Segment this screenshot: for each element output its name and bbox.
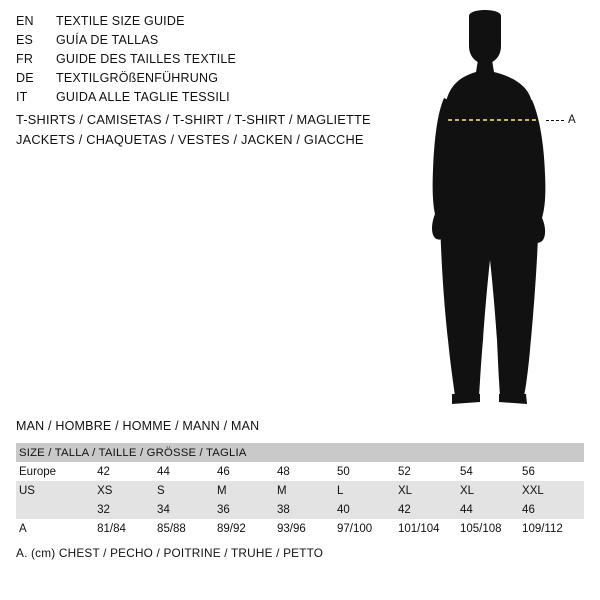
language-row xyxy=(16,71,376,90)
table-cell: 48 xyxy=(277,462,337,481)
male-figure-illustration xyxy=(400,10,600,410)
table-cell: XS xyxy=(97,481,157,500)
table-title: MAN / HOMBRE / HOMME / MANN / MAN xyxy=(16,419,260,433)
language-code: FR xyxy=(16,52,34,66)
language-row xyxy=(16,90,376,109)
table-cell: 42 xyxy=(97,462,157,481)
size-table xyxy=(16,443,584,538)
table-cell: 46 xyxy=(522,500,584,519)
language-code: IT xyxy=(16,90,28,104)
table-cell: 93/96 xyxy=(277,519,337,538)
table-cell: 85/88 xyxy=(157,519,217,538)
table-row xyxy=(16,462,584,481)
male-silhouette-icon xyxy=(400,10,600,410)
language-text: GUÍA DE TALLAS xyxy=(56,33,159,47)
table-cell: M xyxy=(217,481,277,500)
language-guide-block xyxy=(16,14,376,109)
footnote: A. (cm) CHEST / PECHO / POITRINE / TRUHE / PETTO xyxy=(16,546,324,560)
language-code: ES xyxy=(16,33,34,47)
table-cell: 97/100 xyxy=(337,519,398,538)
table-cell: 32 xyxy=(97,500,157,519)
table-row xyxy=(16,519,584,538)
language-row xyxy=(16,33,376,52)
table-cell: 105/108 xyxy=(460,519,522,538)
table-cell: 50 xyxy=(337,462,398,481)
table-cell: S xyxy=(157,481,217,500)
language-row xyxy=(16,14,376,33)
table-cell: 81/84 xyxy=(97,519,157,538)
language-text: TEXTILGRÖßENFÜHRUNG xyxy=(56,71,219,85)
table-cell: 54 xyxy=(460,462,522,481)
table-cell: 101/104 xyxy=(398,519,460,538)
table-cell: 44 xyxy=(157,462,217,481)
table-row xyxy=(16,500,584,519)
category-block xyxy=(16,110,436,150)
row-label: A xyxy=(16,519,97,538)
language-text: GUIDA ALLE TAGLIE TESSILI xyxy=(56,90,230,104)
measure-label-a: A xyxy=(568,114,576,126)
language-code: EN xyxy=(16,14,34,28)
category-tshirts: T-SHIRTS / CAMISETAS / T-SHIRT / T-SHIRT / MAGLIETTE xyxy=(16,112,371,127)
table-cell: XL xyxy=(398,481,460,500)
row-label: US xyxy=(16,481,97,500)
table-row xyxy=(16,481,584,500)
table-cell: XXL xyxy=(522,481,584,500)
table-cell: 38 xyxy=(277,500,337,519)
measure-leader-line xyxy=(546,120,564,121)
table-cell: 44 xyxy=(460,500,522,519)
table-cell: 40 xyxy=(337,500,398,519)
language-code: DE xyxy=(16,71,34,85)
table-cell: 109/112 xyxy=(522,519,584,538)
table-cell: 36 xyxy=(217,500,277,519)
language-row xyxy=(16,52,376,71)
table-cell: M xyxy=(277,481,337,500)
table-header-row xyxy=(16,443,584,462)
language-text: TEXTILE SIZE GUIDE xyxy=(56,14,185,28)
row-label: Europe xyxy=(16,462,97,481)
table-cell: 56 xyxy=(522,462,584,481)
table-cell: 89/92 xyxy=(217,519,277,538)
table-cell: L xyxy=(337,481,398,500)
language-text: GUIDE DES TAILLES TEXTILE xyxy=(56,52,237,66)
table-cell: 46 xyxy=(217,462,277,481)
table-header-label: SIZE / TALLA / TAILLE / GRÖSSE / TAGLIA xyxy=(16,443,584,462)
table-cell: XL xyxy=(460,481,522,500)
row-label xyxy=(16,500,97,519)
table-cell: 52 xyxy=(398,462,460,481)
table-cell: 34 xyxy=(157,500,217,519)
table-cell: 42 xyxy=(398,500,460,519)
category-jackets: JACKETS / CHAQUETAS / VESTES / JACKEN / GIACCHE xyxy=(16,132,364,147)
